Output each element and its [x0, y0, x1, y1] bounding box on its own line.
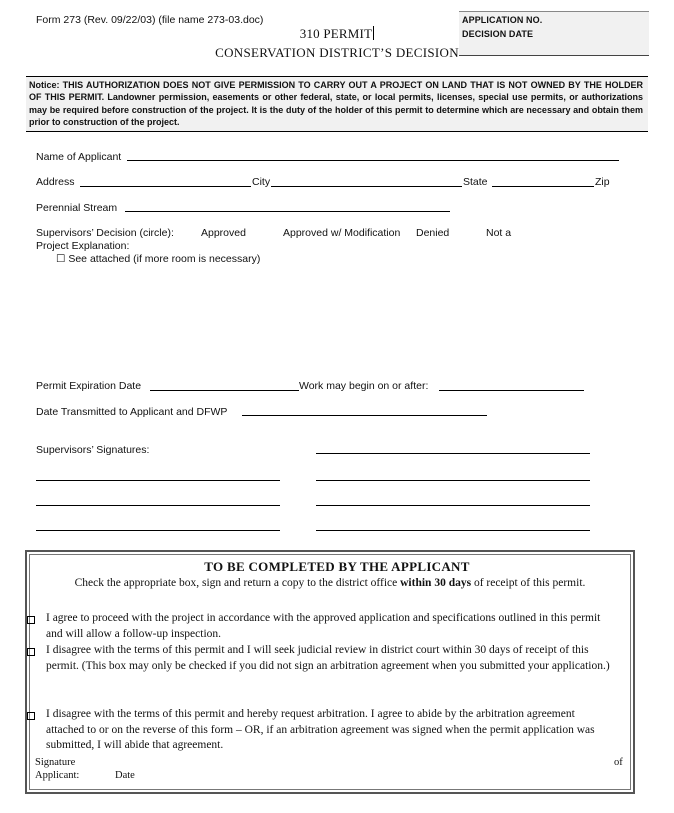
supervisor-signature-line[interactable] — [316, 505, 590, 506]
address-line[interactable] — [80, 186, 251, 187]
title-line-1: 310 PERMIT — [299, 26, 373, 41]
see-attached-label: See attached (if more room is necessary) — [68, 253, 261, 265]
decision-approved-modification[interactable]: Approved w/ Modification — [283, 227, 401, 239]
agree-checkbox[interactable] — [27, 616, 35, 624]
page-subtitle: CONSERVATION DISTRICT’S DECISION — [215, 45, 459, 60]
text-cursor — [373, 26, 374, 40]
project-explanation-label: Project Explanation: — [36, 240, 130, 252]
city-label: City — [252, 176, 271, 188]
instruction-deadline: within 30 days — [400, 577, 472, 589]
work-may-begin-label: Work may begin on or after: — [299, 380, 429, 392]
state-label: State — [463, 176, 488, 188]
permit-expiration-line[interactable] — [150, 390, 299, 391]
see-attached-row[interactable] — [56, 253, 260, 265]
supervisor-signature-line[interactable] — [316, 530, 590, 531]
supervisor-signature-line[interactable] — [316, 480, 590, 481]
supervisors-signatures-label: Supervisors’ Signatures: — [36, 444, 150, 456]
perennial-stream-line[interactable] — [125, 211, 450, 212]
applicant-section-instruction — [0, 577, 660, 589]
state-line[interactable] — [492, 186, 594, 187]
notice-box — [26, 76, 648, 132]
see-attached-checkbox[interactable]: ☐ — [56, 253, 66, 265]
perennial-stream-label: Perennial Stream — [36, 202, 118, 214]
supervisors-decision-label: Supervisors’ Decision (circle): — [36, 227, 174, 239]
supervisor-signature-line[interactable] — [36, 480, 280, 481]
permit-expiration-label: Permit Expiration Date — [36, 380, 142, 392]
zip-label: Zip — [595, 176, 610, 188]
applicant-label: Applicant: — [35, 770, 80, 781]
date-transmitted-line[interactable] — [242, 415, 487, 416]
form-id: Form 273 (Rev. 09/22/03) (file name 273-03.doc) — [36, 14, 264, 26]
instruction-text-end: of receipt of this permit. — [471, 577, 586, 589]
city-line[interactable] — [271, 186, 462, 187]
option-agree: I agree to proceed with the project in accordance with the approved application and specifications outlined in this permit and will allow a follow-up inspection. — [46, 612, 601, 640]
address-label: Address — [36, 176, 75, 188]
decision-denied[interactable]: Denied — [416, 227, 450, 239]
supervisor-signature-line[interactable] — [36, 505, 280, 506]
arbitration-checkbox[interactable] — [27, 712, 35, 720]
applicant-section-title: TO BE COMPLETED BY THE APPLICANT — [204, 559, 470, 574]
option-judicial-review: I disagree with the terms of this permit and I will seek judicial review in district court within 30 days of receipt of this permit. (This box may only be checked if you did not sign an arbitration agreement when you submitted your application.) — [46, 644, 610, 672]
application-info-box — [459, 11, 649, 56]
work-may-begin-line[interactable] — [439, 390, 584, 391]
notice-text: Notice: THIS AUTHORIZATION DOES NOT GIVE PERMISSION TO CARRY OUT A PROJECT ON LAND THAT IS NOT OWNED BY THE HOLDER OF THIS PERMIT. Landowner permission, easements or other federal, state, or local permits, licenses, special use permits, or authorizations may be required before construction of the project. It is the duty of the holder of this permit to determine which are necessary and obtain them prior to construction of the project. — [29, 80, 643, 127]
signature-of-label: of — [614, 757, 623, 768]
option-arbitration: I disagree with the terms of this permit and hereby request arbitration. I agree to abide by the arbitration agreement attached to or on the reverse of this form – OR, if an arbitration agreement was signed when the permit application was submitted, I will abide that agreement. — [46, 708, 595, 751]
application-no-label: APPLICATION NO. — [462, 15, 543, 25]
supervisor-signature-line[interactable] — [316, 453, 590, 454]
date-label: Date — [115, 770, 135, 781]
judicial-review-checkbox[interactable] — [27, 648, 35, 656]
decision-approved[interactable]: Approved — [201, 227, 246, 239]
instruction-text: Check the appropriate box, sign and return a copy to the district office — [74, 577, 401, 589]
name-of-applicant-label: Name of Applicant — [36, 151, 122, 163]
supervisor-signature-line[interactable] — [36, 530, 280, 531]
decision-not-a-project[interactable]: Not a — [486, 227, 512, 239]
signature-label: Signature — [35, 757, 76, 768]
name-of-applicant-line[interactable] — [127, 160, 619, 161]
decision-date-label: DECISION DATE — [462, 29, 534, 39]
date-transmitted-label: Date Transmitted to Applicant and DFWP — [36, 406, 228, 418]
